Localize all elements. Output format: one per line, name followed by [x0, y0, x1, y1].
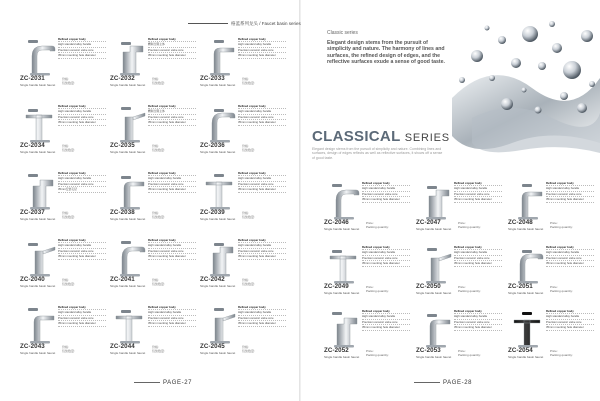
faucet-image: [22, 105, 56, 143]
feature-item: Precision ceramic valve core: [238, 183, 286, 187]
feature-item: Precision ceramic valve core: [58, 317, 106, 321]
faucet-image: [326, 182, 360, 220]
feature-item: Precision ceramic valve core: [58, 116, 106, 120]
header-rule: [188, 23, 228, 24]
feature-item: Precision ceramic valve core: [546, 321, 594, 325]
series-description: Elegant design stems from the pursuit of simplicity and nature. Combining lines and surfaces, design of edges reflects as well as reflective surfaces, it shows off a sense of good taste.: [312, 147, 443, 160]
feature-item: Refined copper body: [362, 246, 410, 250]
feature-item: Refined copper body: [454, 182, 502, 186]
feature-item: Precision ceramic valve core: [148, 116, 196, 120]
feature-item: 35mm mounting hole diameter: [238, 322, 286, 326]
product-type: Single handle basin faucet: [110, 83, 146, 87]
model-number: ZC-2051: [508, 283, 533, 290]
product-type: Single handle basin faucet: [324, 227, 360, 231]
product-type: Single handle basin faucet: [200, 351, 236, 355]
product-card: [198, 237, 286, 293]
feature-list: [238, 105, 286, 127]
price-packing: Price: Packing quantity:: [550, 349, 573, 357]
feature-item: 35mm mounting hole diameter: [362, 198, 410, 202]
model-number: ZC-2045: [200, 343, 225, 350]
price-packing: Price: Packing quantity:: [550, 285, 573, 293]
feature-item: Precision ceramic valve core: [238, 49, 286, 53]
model-number: ZC-2042: [200, 276, 225, 283]
feature-item: Precision ceramic valve core: [238, 317, 286, 321]
feature-item: Refined copper body: [58, 306, 106, 310]
product-type: Single handle basin faucet: [324, 355, 360, 359]
product-card: [506, 180, 594, 236]
price-packing: 价格: 包装数量:: [152, 345, 165, 353]
feature-item: Refined copper body: [546, 310, 594, 314]
product-type: Single handle basin faucet: [508, 291, 544, 295]
feature-item: High standard alloy handle: [148, 177, 196, 181]
product-type: Single handle basin faucet: [20, 351, 56, 355]
price-packing: Price: Packing quantity:: [458, 285, 481, 293]
feature-list: [58, 105, 106, 127]
product-card: [506, 308, 594, 364]
feature-list: [58, 239, 106, 261]
product-type: Single handle basin faucet: [416, 291, 452, 295]
feature-list: [546, 182, 594, 204]
feature-item: 35mm mounting hole diameter: [238, 121, 286, 125]
page-number-right-text: PAGE-28: [443, 380, 473, 386]
feature-item: Refined copper body: [238, 306, 286, 310]
model-number: ZC-2041: [110, 276, 135, 283]
faucet-image: [112, 239, 146, 277]
product-type: Single handle basin faucet: [200, 284, 236, 288]
faucet-image: [510, 182, 544, 220]
product-type: Single handle basin faucet: [20, 284, 56, 288]
product-card: [18, 237, 106, 293]
feature-item: High standard alloy handle: [148, 244, 196, 248]
feature-item: High standard alloy handle: [238, 43, 286, 47]
feature-item: 35mm mounting hole diameter: [546, 326, 594, 330]
model-number: ZC-2049: [324, 283, 349, 290]
product-type: Single handle basin faucet: [110, 150, 146, 154]
page-rule: [414, 382, 440, 383]
feature-item: Refined copper body: [148, 105, 196, 109]
product-type: Single handle basin faucet: [508, 227, 544, 231]
model-number: ZC-2031: [20, 75, 45, 82]
feature-item: 精制全铜主体: [148, 110, 196, 114]
product-type: Single handle basin faucet: [20, 83, 56, 87]
page-gutter: [299, 0, 301, 401]
feature-item: Precision ceramic valve core: [148, 183, 196, 187]
feature-item: 35mm mounting hole diameter: [58, 322, 106, 326]
feature-list: [362, 310, 410, 332]
model-number: ZC-2047: [416, 219, 441, 226]
faucet-image: [22, 306, 56, 344]
feature-list: [148, 172, 196, 194]
page-number-left-text: PAGE-27: [163, 380, 193, 386]
feature-item: Refined copper body: [148, 172, 196, 176]
feature-item: Refined copper body: [546, 246, 594, 250]
faucet-image: [510, 310, 544, 348]
product-card: [198, 36, 286, 92]
product-card: [18, 304, 106, 360]
product-card: [322, 308, 410, 364]
product-card: [198, 304, 286, 360]
feature-item: Precision ceramic valve core: [58, 49, 106, 53]
feature-list: [454, 182, 502, 204]
feature-item: Refined copper body: [148, 239, 196, 243]
feature-item: 35mm mounting hole diameter: [454, 198, 502, 202]
feature-list: [238, 172, 286, 194]
feature-item: 35mm安装孔径: [58, 188, 106, 192]
feature-item: Refined copper body: [58, 239, 106, 243]
model-number: ZC-2035: [110, 142, 135, 149]
product-type: Single handle basin faucet: [200, 217, 236, 221]
feature-item: Refined copper body: [362, 310, 410, 314]
product-type: Single handle basin faucet: [200, 83, 236, 87]
price-packing: 价格: 包装数量:: [242, 345, 255, 353]
faucet-image: [22, 239, 56, 277]
product-card: [18, 103, 106, 159]
feature-item: 35mm mounting hole diameter: [362, 262, 410, 266]
feature-item: Precision ceramic valve core: [362, 257, 410, 261]
faucet-image: [326, 246, 360, 284]
feature-item: High standard alloy handle: [238, 311, 286, 315]
price-packing: Price: Packing quantity:: [550, 221, 573, 229]
model-number: ZC-2039: [200, 209, 225, 216]
feature-list: [362, 182, 410, 204]
faucet-image: [112, 105, 146, 143]
product-type: Single handle basin faucet: [200, 150, 236, 154]
faucet-image: [112, 38, 146, 76]
feature-item: High standard alloy handle: [238, 177, 286, 181]
feature-item: 35mm mounting hole diameter: [148, 121, 196, 125]
page-number-right: [411, 380, 472, 386]
feature-item: Refined copper body: [454, 310, 502, 314]
product-card: [108, 170, 196, 226]
faucet-image: [326, 310, 360, 348]
page-number-left: [131, 380, 192, 386]
feature-list: [148, 38, 196, 60]
feature-list: [58, 306, 106, 328]
feature-item: 35mm mounting hole diameter: [148, 54, 196, 58]
feature-list: [148, 105, 196, 127]
feature-item: Refined copper body: [454, 246, 502, 250]
page-rule: [134, 382, 160, 383]
price-packing: 价格: 包装数量:: [152, 77, 165, 85]
feature-list: [454, 310, 502, 332]
model-number: ZC-2050: [416, 283, 441, 290]
product-type: Single handle basin faucet: [508, 355, 544, 359]
price-packing: 价格: 包装数量:: [152, 211, 165, 219]
product-type: Single handle basin faucet: [110, 217, 146, 221]
feature-item: 35mm mounting hole diameter: [148, 255, 196, 259]
intro-paragraph: Elegant design stems from the pursuit of simplicity and nature. The harmony of lines and surfaces, the refined design of edges, and the reflective surfaces exude a sense of good taste.: [327, 40, 445, 66]
faucet-image: [22, 172, 56, 210]
model-number: ZC-2043: [20, 343, 45, 350]
product-card: [108, 36, 196, 92]
price-packing: Price: Packing quantity:: [366, 285, 389, 293]
product-type: Single handle basin faucet: [110, 351, 146, 355]
model-number: ZC-2032: [110, 75, 135, 82]
feature-item: High standard alloy handle: [148, 311, 196, 315]
product-type: Single handle basin faucet: [110, 284, 146, 288]
product-card: [198, 103, 286, 159]
feature-item: 35mm mounting hole diameter: [362, 326, 410, 330]
feature-item: 35mm mounting hole diameter: [238, 188, 286, 192]
feature-item: 35mm mounting hole diameter: [454, 262, 502, 266]
model-number: ZC-2052: [324, 347, 349, 354]
price-packing: 价格: 包装数量:: [62, 278, 75, 286]
feature-list: [148, 239, 196, 261]
product-card: [322, 244, 410, 300]
product-card: [198, 170, 286, 226]
series-heading: [312, 128, 450, 145]
product-card: [414, 180, 502, 236]
price-packing: 价格: 包装数量:: [242, 144, 255, 152]
price-packing: 价格: 包装数量:: [152, 144, 165, 152]
feature-item: High standard alloy handle: [58, 177, 106, 181]
price-packing: 价格: 包装数量:: [242, 77, 255, 85]
feature-item: Refined copper body: [238, 172, 286, 176]
feature-item: High standard alloy handle: [454, 187, 502, 191]
feature-item: High standard alloy handle: [58, 110, 106, 114]
feature-list: [238, 239, 286, 261]
model-number: ZC-2054: [508, 347, 533, 354]
feature-item: Refined copper body: [58, 172, 106, 176]
left-page-header: [188, 21, 301, 27]
feature-item: 35mm mounting hole diameter: [58, 54, 106, 58]
faucet-image: [202, 239, 236, 277]
faucet-image: [510, 246, 544, 284]
product-card: [18, 170, 106, 226]
product-card: [108, 103, 196, 159]
product-card: [414, 244, 502, 300]
feature-item: Precision ceramic valve core: [58, 183, 106, 187]
feature-item: Precision ceramic valve core: [238, 250, 286, 254]
feature-item: High standard alloy handle: [546, 315, 594, 319]
product-card: [108, 304, 196, 360]
feature-list: [454, 246, 502, 268]
price-packing: 价格: 包装数量:: [62, 211, 75, 219]
feature-item: 35mm mounting hole diameter: [238, 54, 286, 58]
price-packing: 价格: 包装数量:: [62, 144, 75, 152]
feature-item: High standard alloy handle: [454, 315, 502, 319]
price-packing: Price: Packing quantity:: [366, 349, 389, 357]
feature-list: [362, 246, 410, 268]
feature-item: Refined copper body: [148, 306, 196, 310]
product-type: Single handle basin faucet: [20, 217, 56, 221]
feature-item: Precision ceramic valve core: [454, 321, 502, 325]
faucet-image: [202, 172, 236, 210]
product-card: [18, 36, 106, 92]
feature-item: 35mm mounting hole diameter: [546, 262, 594, 266]
feature-list: [238, 306, 286, 328]
feature-item: Refined copper body: [238, 105, 286, 109]
feature-item: High standard alloy handle: [546, 187, 594, 191]
feature-item: High standard alloy handle: [546, 251, 594, 255]
model-number: ZC-2040: [20, 276, 45, 283]
feature-item: 35mm mounting hole diameter: [148, 322, 196, 326]
intro-title: Classic series: [327, 30, 358, 36]
feature-item: Precision ceramic valve core: [454, 257, 502, 261]
faucet-image: [202, 306, 236, 344]
faucet-image: [418, 246, 452, 284]
product-type: Single handle basin faucet: [416, 227, 452, 231]
price-packing: 价格: 包装数量:: [152, 278, 165, 286]
feature-item: Precision ceramic valve core: [362, 193, 410, 197]
feature-item: 35mm mounting hole diameter: [546, 198, 594, 202]
feature-item: High standard alloy handle: [454, 251, 502, 255]
feature-item: Refined copper body: [58, 38, 106, 42]
feature-item: High standard alloy handle: [362, 315, 410, 319]
feature-list: [58, 172, 106, 194]
model-number: ZC-2053: [416, 347, 441, 354]
feature-item: Refined copper body: [148, 38, 196, 42]
price-packing: 价格: 包装数量:: [242, 278, 255, 286]
product-type: Single handle basin faucet: [416, 355, 452, 359]
feature-item: Refined copper body: [238, 38, 286, 42]
model-number: ZC-2034: [20, 142, 45, 149]
feature-item: Refined copper body: [238, 239, 286, 243]
feature-list: [546, 310, 594, 332]
feature-list: [238, 38, 286, 60]
feature-item: Precision ceramic valve core: [546, 193, 594, 197]
feature-item: High standard alloy handle: [362, 251, 410, 255]
faucet-image: [418, 310, 452, 348]
feature-list: [546, 246, 594, 268]
feature-item: 35mm mounting hole diameter: [58, 121, 106, 125]
feature-item: High standard alloy handle: [58, 311, 106, 315]
feature-item: High standard alloy handle: [362, 187, 410, 191]
faucet-image: [202, 38, 236, 76]
model-number: ZC-2048: [508, 219, 533, 226]
feature-item: Precision ceramic valve core: [454, 193, 502, 197]
price-packing: 价格: 包装数量:: [62, 77, 75, 85]
price-packing: 价格: 包装数量:: [242, 211, 255, 219]
product-card: [506, 244, 594, 300]
feature-item: Precision ceramic valve core: [148, 49, 196, 53]
feature-item: Refined copper body: [362, 182, 410, 186]
product-card: [108, 237, 196, 293]
series-heading-main: CLASSICAL: [312, 128, 401, 145]
faucet-image: [418, 182, 452, 220]
faucet-image: [112, 172, 146, 210]
header-text: 格蓝系列龙头 / Faucet basin series: [231, 21, 301, 26]
model-number: ZC-2036: [200, 142, 225, 149]
model-number: ZC-2044: [110, 343, 135, 350]
feature-item: Precision ceramic valve core: [362, 321, 410, 325]
feature-list: [148, 306, 196, 328]
price-packing: Price: Packing quantity:: [458, 221, 481, 229]
feature-item: High standard alloy handle: [58, 43, 106, 47]
feature-item: High standard alloy handle: [58, 244, 106, 248]
series-heading-sub: SERIES: [404, 132, 450, 144]
price-packing: Price: Packing quantity:: [366, 221, 389, 229]
feature-item: 35mm mounting hole diameter: [148, 188, 196, 192]
product-type: Single handle basin faucet: [324, 291, 360, 295]
model-number: ZC-2033: [200, 75, 225, 82]
price-packing: 价格: 包装数量:: [62, 345, 75, 353]
model-number: ZC-2038: [110, 209, 135, 216]
feature-item: Refined copper body: [546, 182, 594, 186]
feature-item: Refined copper body: [58, 105, 106, 109]
product-type: Single handle basin faucet: [20, 150, 56, 154]
feature-item: High standard alloy handle: [238, 244, 286, 248]
feature-item: Precision ceramic valve core: [148, 250, 196, 254]
feature-item: High standard alloy handle: [238, 110, 286, 114]
feature-item: Precision ceramic valve core: [546, 257, 594, 261]
faucet-image: [22, 38, 56, 76]
faucet-image: [202, 105, 236, 143]
feature-item: Precision ceramic valve core: [58, 250, 106, 254]
product-card: [322, 180, 410, 236]
feature-item: Precision ceramic valve core: [148, 317, 196, 321]
model-number: ZC-2046: [324, 219, 349, 226]
price-packing: Price: Packing quantity:: [458, 349, 481, 357]
product-card: [414, 308, 502, 364]
faucet-image: [112, 306, 146, 344]
feature-item: 精制全铜主体: [148, 43, 196, 47]
feature-item: 35mm mounting hole diameter: [58, 255, 106, 259]
feature-list: [58, 38, 106, 60]
feature-item: 35mm mounting hole diameter: [238, 255, 286, 259]
feature-item: Precision ceramic valve core: [238, 116, 286, 120]
feature-item: 35mm mounting hole diameter: [454, 326, 502, 330]
model-number: ZC-2037: [20, 209, 45, 216]
